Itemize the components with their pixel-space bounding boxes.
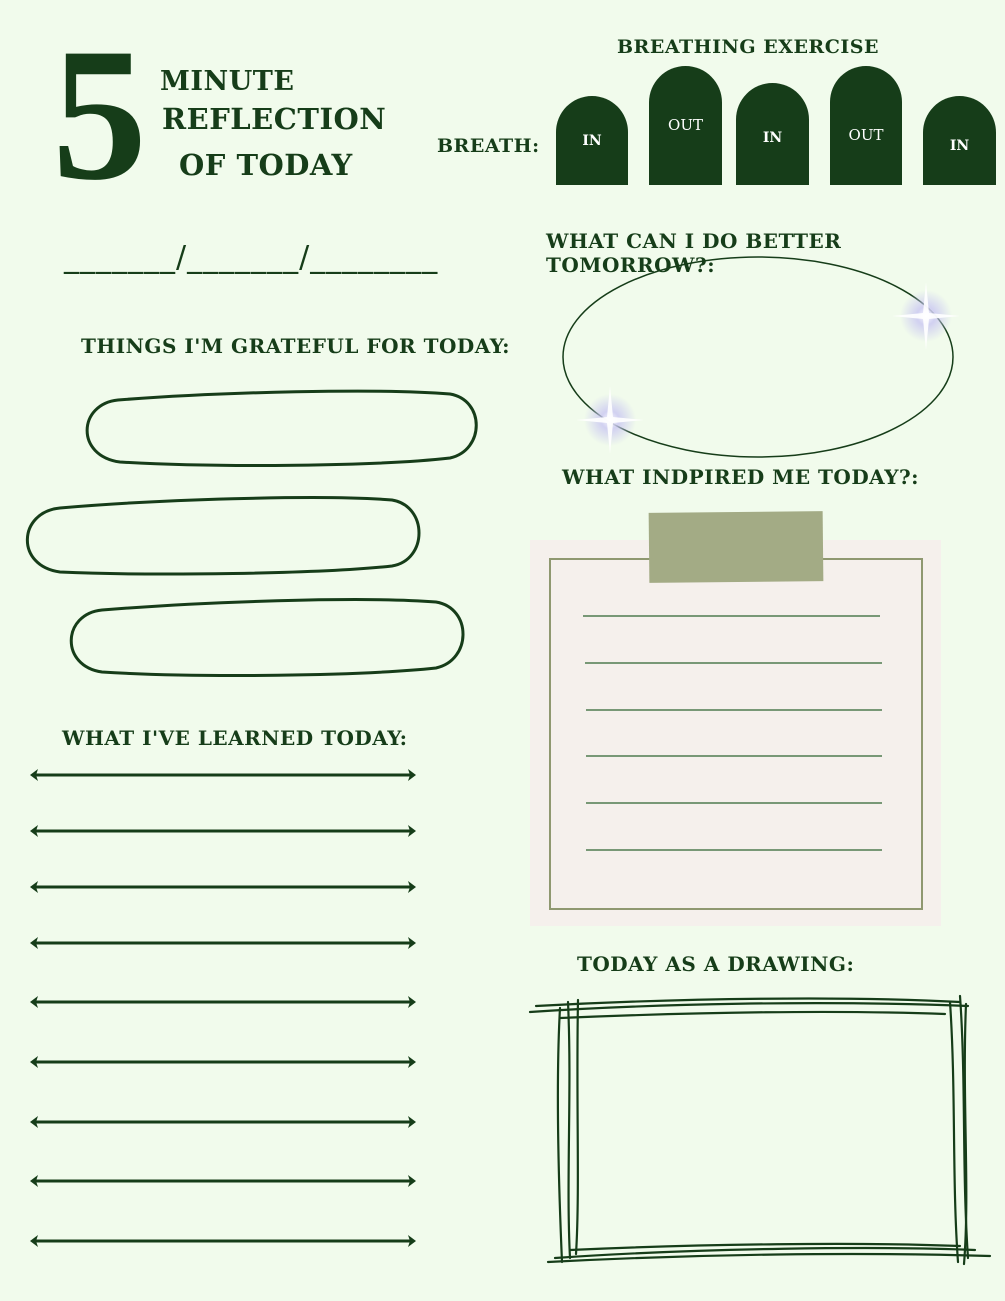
breath-step-label: IN bbox=[762, 130, 783, 146]
better-tomorrow-title: WHAT CAN I DO BETTER TOMORROW?: bbox=[546, 229, 842, 277]
drawing-area[interactable] bbox=[530, 996, 990, 1264]
learned-line[interactable] bbox=[30, 996, 416, 1008]
title-line-of-today: OF TODAY bbox=[179, 148, 353, 182]
date-fill-line[interactable]: _______/_______/________ bbox=[64, 240, 439, 275]
learned-lines bbox=[30, 769, 416, 1247]
grateful-entry-3[interactable] bbox=[71, 600, 463, 676]
breath-step-label: IN bbox=[582, 132, 602, 149]
title-line-minute: MINUTE bbox=[160, 66, 295, 97]
grateful-title: THINGS I'M GRATEFUL FOR TODAY: bbox=[81, 334, 510, 358]
breath-label: BREATH: bbox=[437, 135, 540, 157]
learned-line[interactable] bbox=[30, 881, 416, 893]
title-line-reflection: REFLECTION bbox=[162, 102, 387, 136]
breath-step-label: OUT bbox=[848, 126, 884, 144]
inspired-note-paper bbox=[530, 540, 941, 926]
grateful-entry-1[interactable] bbox=[87, 391, 476, 465]
learned-line[interactable] bbox=[30, 1116, 416, 1128]
inspired-title: WHAT INDPIRED ME TODAY?: bbox=[562, 465, 920, 489]
drawing-title: TODAY AS A DRAWING: bbox=[577, 952, 855, 976]
learned-line[interactable] bbox=[30, 1056, 416, 1068]
sparkle-icon bbox=[576, 386, 644, 454]
learned-title: WHAT I'VE LEARNED TODAY: bbox=[62, 726, 408, 750]
learned-line[interactable] bbox=[30, 825, 416, 837]
learned-line[interactable] bbox=[30, 1235, 416, 1247]
big-five-heading: 5 bbox=[52, 10, 143, 220]
learned-line[interactable] bbox=[30, 937, 416, 949]
breath-step-label: OUT bbox=[668, 116, 703, 134]
learned-line[interactable] bbox=[30, 1175, 416, 1187]
tape-decoration bbox=[649, 511, 824, 583]
breath-step-label: IN bbox=[949, 137, 970, 154]
learned-line[interactable] bbox=[30, 769, 416, 781]
grateful-entry-2[interactable] bbox=[27, 498, 419, 574]
breathing-exercise-title: BREATHING EXERCISE bbox=[617, 36, 879, 58]
